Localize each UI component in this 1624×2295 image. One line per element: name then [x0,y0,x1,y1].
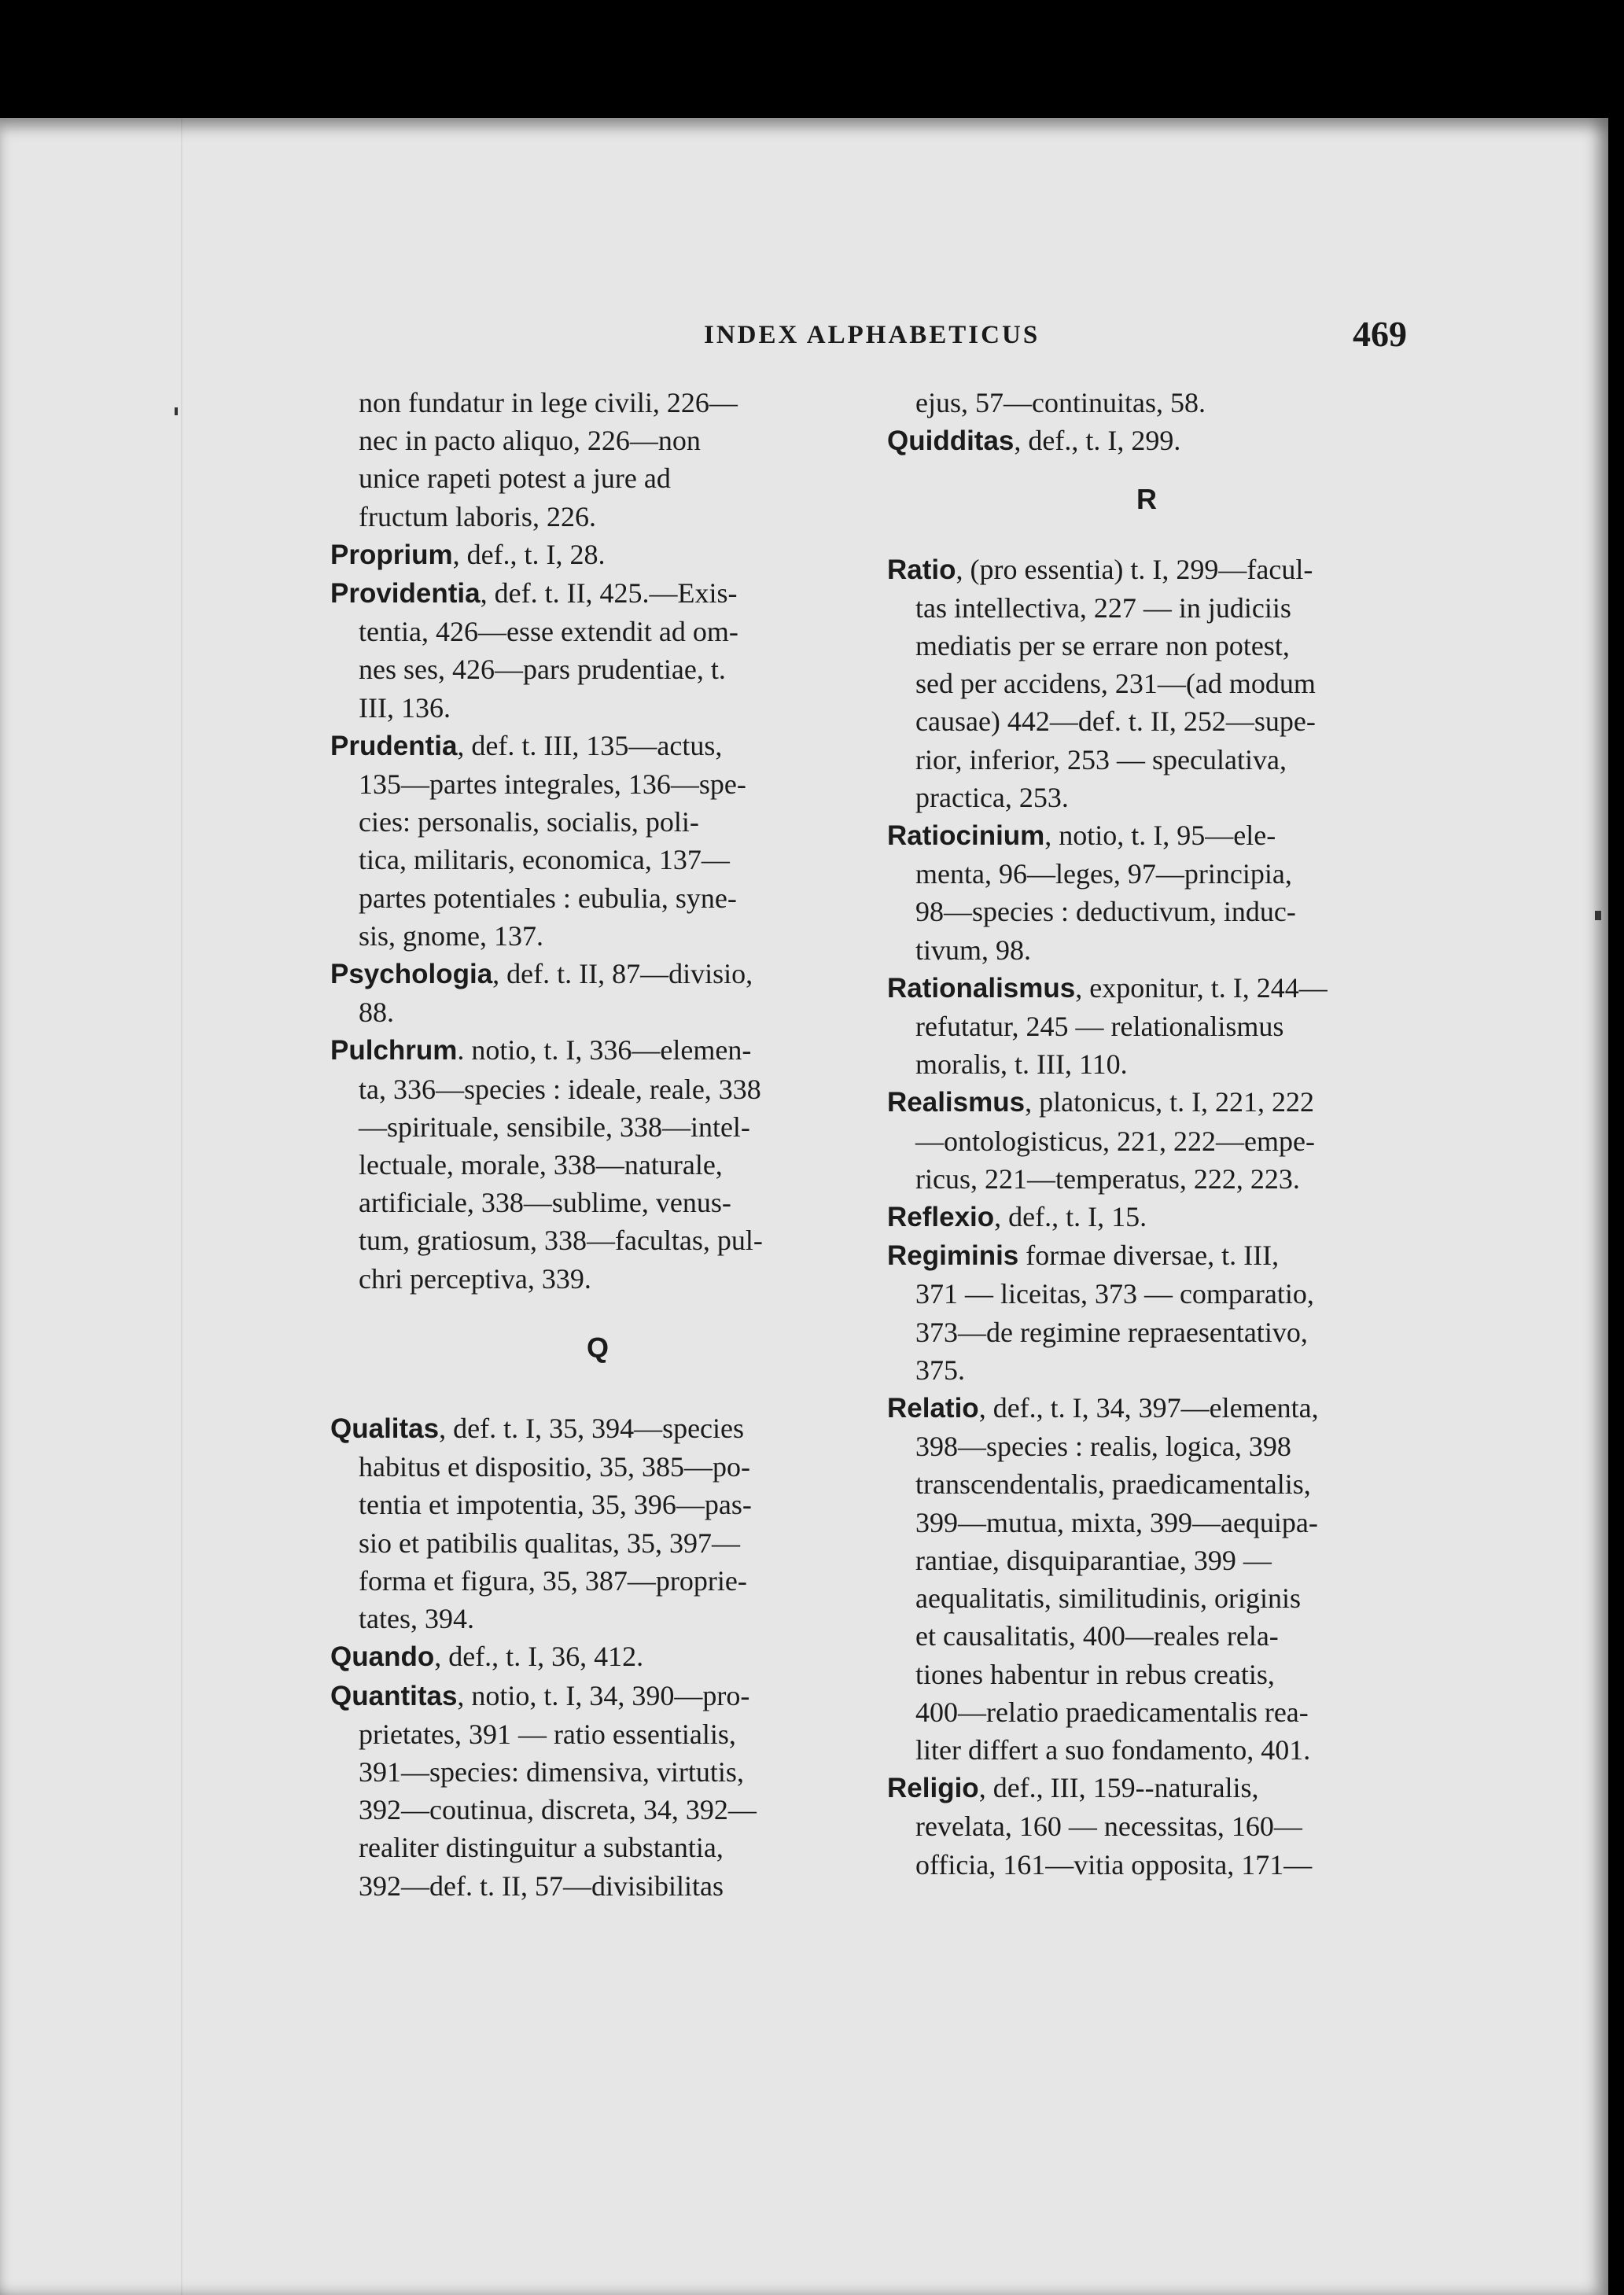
section-letter-r: R [1136,483,1157,516]
headword: Proprium [330,539,453,570]
index-entry-pulchrum: Pulchrum. notio, t. I, 336—elemen- ta, 336—species : ideale, reale, 338 —spirituale, sensibile, 338—intel- lectuale, morale, 338—naturale, artificiale, 338—sublime, venus- tum, gratiosum, 338—facultas, pul- chri perceptiva, 339. [330,1034,763,1295]
page-number: 469 [1353,314,1407,354]
headword: Regiminis [887,1240,1019,1272]
headword: Ratio [887,554,956,585]
section-letter-q: Q [586,1331,609,1364]
headword: Religio [887,1773,979,1804]
index-entry-psychologia: Psychologia, def. t. II, 87—divisio, 88. [330,958,753,1029]
left-column [330,384,865,1905]
index-entry-reflexio: Reflexio, def., t. I, 15. [887,1201,1147,1233]
index-entry-quantitas: Quantitas, notio, t. I, 34, 390—pro- prietates, 391 — ratio essentialis, 391—species: dimensiva, virtutis, 392—coutinua, discreta, 34, 392— realiter distinguitur a substantia, 392—def. t. II, 57—divisibilitas [330,1679,757,1902]
index-entry-realismus: Realismus, platonicus, t. I, 221, 222 —ontologisticus, 221, 222—empe- ricus, 221—temperatus, 222, 223. [887,1086,1315,1195]
headword: Rationalismus [887,972,1076,1004]
index-entry-relatio: Relatio, def., t. I, 34, 397—elementa, 398—species : realis, logica, 398 transcendentalis, praedicamentalis, 399—mutua, mixta, 399—aequipa- rantiae, disquiparantiae, 399 — aequalitatis, similitudinis, originis et causalitatis, 400—reales rela- tiones habentur in rebus creatis, 400—relatio praedicamentalis rea- liter differt a suo fondamento, 401. [887,1392,1319,1766]
headword: Pulchrum [330,1035,458,1066]
index-entry-ratio: Ratio, (pro essentia) t. I, 299—facul- tas intellectiva, 227 — in judiciis mediatis per se errare non potest, sed per accidens, 231—(ad modum causae) 442—def. t. II, 252—supe- rior, inferior, 253 — speculativa, practica, 253. [887,553,1316,813]
book-page [0,118,1608,2295]
running-title: INDEX ALPHABETICUS [704,321,1040,349]
headword: Quantitas [330,1680,458,1711]
index-entry-continuation: ejus, 57—continuitas, 58. [915,387,1206,418]
headword: Prudentia [330,730,458,761]
index-entry-continuation: non fundatur in lege civili, 226— nec in pacto aliquo, 226—non unice rapeti potest a jure ad fructum laboris, 226. [359,387,738,532]
index-entry-regiminis: Regiminis formae diversae, t. III, 371 — liceitas, 373 — comparatio, 373—de regimine repraesentativo, 375. [887,1240,1314,1386]
index-entry-religio: Religio, def., III, 159--naturalis, revelata, 160 — necessitas, 160— officia, 161—vitia opposita, 171— [887,1772,1313,1881]
margin-mark [1595,911,1601,920]
headword: Relatio [887,1393,979,1424]
index-entry-qualitas: Qualitas, def. t. I, 35, 394—species habitus et dispositio, 35, 385—po- tentia et impotentia, 35, 396—pas- sio et patibilis qualitas, 35, 397— forma et figura, 35, 387—proprie- tates, 394. [330,1413,752,1635]
right-column [887,384,1406,1884]
headword: Realismus [887,1087,1026,1118]
headword: Providentia [330,578,481,610]
index-entry-proprium: Proprium, def., t. I, 28. [330,538,606,570]
index-entry-rationalismus: Rationalismus, exponitur, t. I, 244— refutatur, 245 — relationalismus moralis, t. III, 110. [887,971,1328,1081]
headword: Psychologia [330,959,493,990]
index-entry-prudentia: Prudentia, def. t. III, 135—actus, 135—partes integrales, 136—spe- cies: personalis, socialis, poli- tica, militaris, economica, 137— partes potentiales : eubulia, syne- sis, gnome, 137. [330,729,746,952]
index-entry-quidditas: Quidditas, def., t. I, 299. [887,425,1181,457]
index-entry-providentia: Providentia, def. t. II, 425.—Exis- tentia, 426—esse extendit ad om- nes ses, 426—pars prudentiae, t. III, 136. [330,577,738,724]
index-entry-quando: Quando, def., t. I, 36, 412. [330,1641,644,1673]
headword: Reflexio [887,1202,995,1233]
headword: Qualitas [330,1413,440,1445]
headword: Quidditas [887,425,1015,457]
margin-mark [175,407,178,415]
index-entry-ratiocinium: Ratiocinium, notio, t. I, 95—ele- menta, 96—leges, 97—principia, 98—species : deductivum, induc- tivum, 98. [887,820,1296,966]
headword: Ratiocinium [887,820,1045,852]
page-gutter-shadow [181,118,183,2295]
headword: Quando [330,1641,435,1673]
